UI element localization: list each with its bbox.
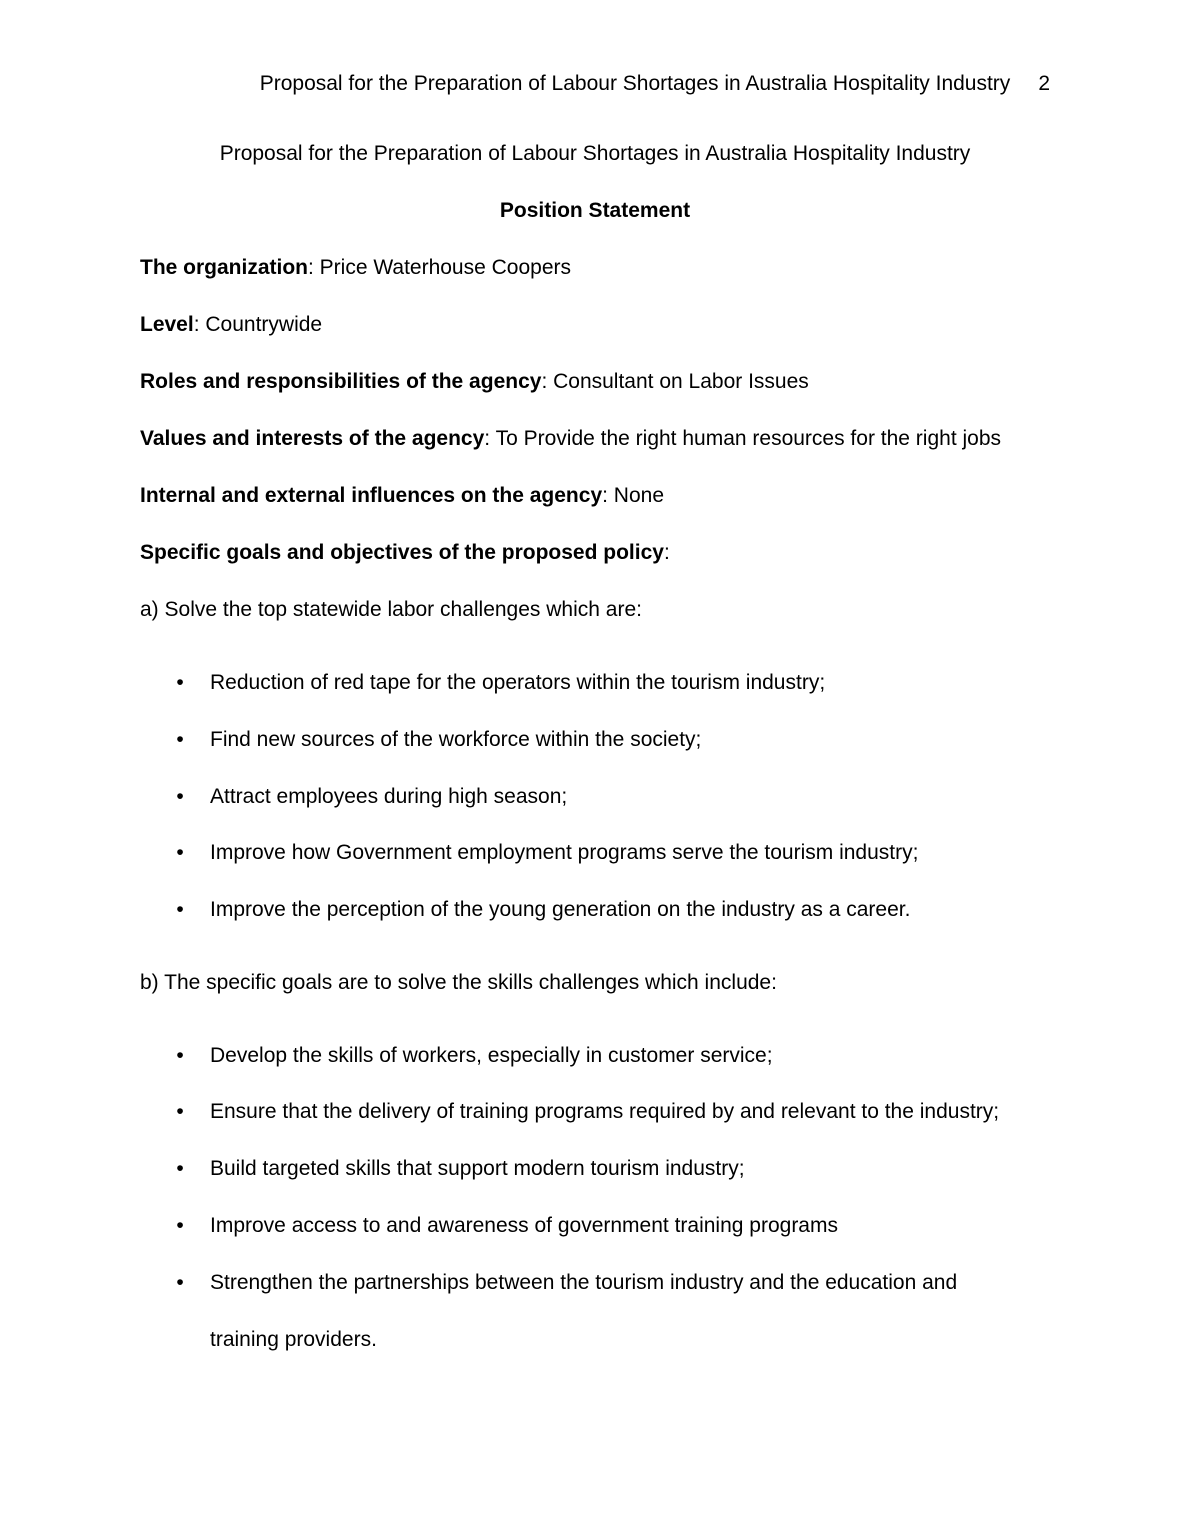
document-title: Proposal for the Preparation of Labour Shortages in Australia Hospitality Industry <box>219 142 971 165</box>
list-item-text: Develop the skills of workers, especially in customer service; <box>210 1044 773 1067</box>
bullet-icon: • <box>176 898 184 921</box>
running-header-title: Proposal for the Preparation of Labour Shortages in Australia Hospitality Industry <box>259 72 1011 95</box>
field-goals <box>140 541 670 565</box>
section-heading: Position Statement <box>499 199 691 222</box>
field-organization <box>140 256 571 280</box>
bullet-icon: • <box>176 671 184 694</box>
field-value: : Consultant on Labor Issues <box>541 370 809 393</box>
field-value: : None <box>602 484 664 507</box>
bullet-icon: • <box>176 728 184 751</box>
bullet-icon: • <box>176 1271 184 1294</box>
field-value: : Countrywide <box>193 313 323 336</box>
list-item-text: Improve access to and awareness of government training programs <box>210 1214 838 1237</box>
field-value: : <box>663 541 670 564</box>
field-value: : To Provide the right human resources for the right jobs <box>484 427 1002 450</box>
list-item-text: Improve the perception of the young generation on the industry as a career. <box>210 898 911 921</box>
bullet-icon: • <box>176 1214 184 1237</box>
field-values <box>140 427 1001 451</box>
field-influences <box>140 484 664 508</box>
field-label: Specific goals and objectives of the proposed policy <box>140 541 664 564</box>
field-label: Level <box>140 313 194 336</box>
list-item-continuation: training providers. <box>210 1328 377 1351</box>
list-item-text: Improve how Government employment programs serve the tourism industry; <box>210 841 919 864</box>
field-label: Values and interests of the agency <box>140 427 485 450</box>
list-b-intro: b) The specific goals are to solve the skills challenges which include: <box>140 971 777 994</box>
field-roles <box>140 370 809 394</box>
field-label: Internal and external influences on the agency <box>140 484 603 507</box>
list-item-text: Build targeted skills that support modern tourism industry; <box>210 1157 745 1180</box>
field-label: Roles and responsibilities of the agency <box>140 370 542 393</box>
field-level <box>140 313 322 337</box>
list-item-text: Strengthen the partnerships between the tourism industry and the education and <box>210 1271 958 1294</box>
bullet-icon: • <box>176 1157 184 1180</box>
list-item-text: Reduction of red tape for the operators within the tourism industry; <box>210 671 826 694</box>
list-a-intro: a) Solve the top statewide labor challenges which are: <box>140 598 642 621</box>
field-label: The organization <box>140 256 308 279</box>
list-item-text: Ensure that the delivery of training programs required by and relevant to the industry; <box>210 1100 1000 1123</box>
bullet-icon: • <box>176 1100 184 1123</box>
field-value: : Price Waterhouse Coopers <box>308 256 572 279</box>
bullet-icon: • <box>176 1044 184 1067</box>
page-number: 2 <box>1038 72 1050 95</box>
list-item-text: Find new sources of the workforce within the society; <box>210 728 702 751</box>
bullet-icon: • <box>176 841 184 864</box>
running-header <box>0 72 1050 100</box>
list-item-text: Attract employees during high season; <box>210 785 568 808</box>
bullet-icon: • <box>176 785 184 808</box>
